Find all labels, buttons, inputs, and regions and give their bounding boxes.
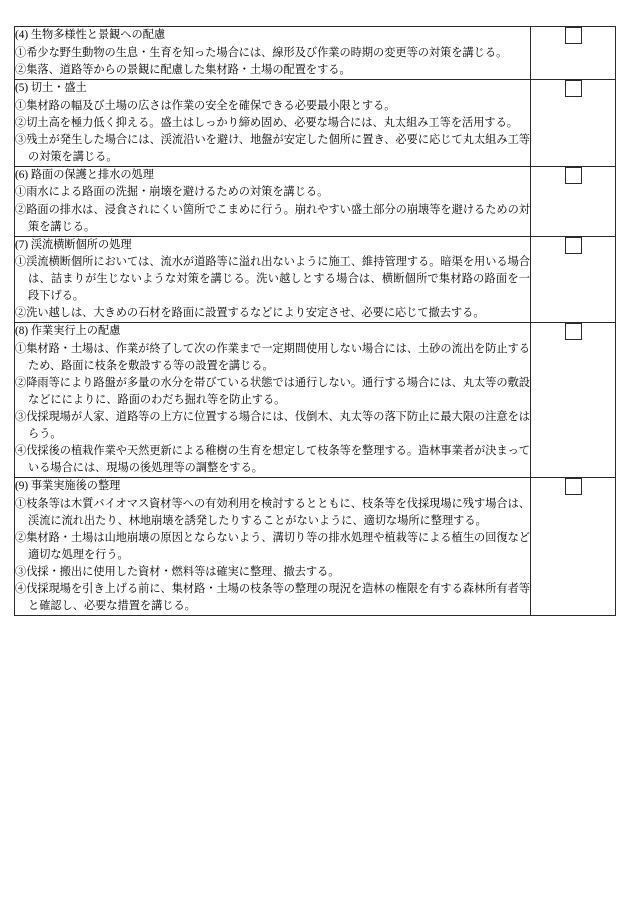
section-item: ②集材路・土場は山地崩壊の原因とならないよう、溝切り等の排水処理や植栽等による植生の回復など適切な処理を行う。 <box>15 532 530 562</box>
section-content-cell <box>15 478 531 616</box>
section-item: ②切土高を極力低く抑える。盛土はしっかり締め固め、必要な場合には、丸太組み工等を活用する。 <box>15 116 518 129</box>
table-row <box>15 27 616 80</box>
section-item: ③伐採・搬出に使用した資材・燃料等は確実に整理、撤去する。 <box>15 566 340 579</box>
section-item: ①希少な野生動物の生息・生育を知った場合には、線形及び作業の時期の変更等の対策を講じる。 <box>15 46 508 59</box>
checkbox-cell[interactable] <box>531 236 616 323</box>
section-content-cell <box>15 79 531 166</box>
section-item: ②路面の排水は、浸食されにくい箇所でこまめに行う。崩れやすい盛土部分の崩壊等を避けるための対策を講じる。 <box>15 203 530 233</box>
section-content-cell <box>15 166 531 236</box>
empty-checkbox-icon[interactable] <box>565 167 582 184</box>
section-title: (8) 作業実行上の配慮 <box>15 325 121 338</box>
section-title: (5) 切土・盛土 <box>15 81 87 94</box>
section-item: ①集材路・土場は、作業が終了して次の作業まで一定期間使用しない場合には、土砂の流出を防止するため、路面に枝条を敷設する等の設置を講じる。 <box>15 343 530 373</box>
checklist-table <box>14 26 616 616</box>
section-item: ③残土が発生した場合には、渓流沿いを避け、地盤が安定した個所に置き、必要に応じて丸太組み工等の対策を講じる。 <box>15 133 530 163</box>
section-item: ②集落、道路等からの景観に配慮した集材路・土場の配置をする。 <box>15 63 351 76</box>
table-row <box>15 236 616 323</box>
section-item: ①雨水による路面の洗掘・崩壊を避けるための対策を講じる。 <box>15 186 329 199</box>
section-item: ②降雨等により路盤が多量の水分を帯びている状態では通行しない。通行する場合には、丸太等の敷設などにによりに、路面のわだち掘れ等を防止する。 <box>15 377 530 407</box>
section-item: ④伐採現場を引き上げる前に、集材路・土場の枝条等の整理の現況を造林の権限を有する森林所有者等と確認し、必要な措置を講じる。 <box>15 583 530 613</box>
empty-checkbox-icon[interactable] <box>565 80 582 97</box>
checkbox-cell[interactable] <box>531 478 616 616</box>
section-content-cell <box>15 236 531 323</box>
section-item: ③伐採現場が人家、道路等の上方に位置する場合には、伐倒木、丸太等の落下防止に最大限の注意をはらう。 <box>15 411 530 441</box>
section-item: ④伐採後の植栽作業や天然更新による稚樹の生育を想定して枝条等を整理する。造林事業者が決まっている場合には、現場の後処理等の調整をする。 <box>15 445 530 475</box>
checkbox-cell[interactable] <box>531 27 616 80</box>
section-content-cell <box>15 27 531 80</box>
empty-checkbox-icon[interactable] <box>565 323 582 340</box>
section-title: (9) 事業実施後の整理 <box>15 480 121 493</box>
section-title: (6) 路面の保護と排水の処理 <box>15 168 154 181</box>
section-content-cell <box>15 323 531 478</box>
section-item: ②洗い越しは、大きめの石材を路面に設置するなどにより安定させ、必要に応じて撤去する。 <box>15 307 485 320</box>
checkbox-cell[interactable] <box>531 79 616 166</box>
empty-checkbox-icon[interactable] <box>565 237 582 254</box>
section-title: (7) 渓流横断個所の処理 <box>15 238 132 251</box>
empty-checkbox-icon[interactable] <box>565 27 582 44</box>
table-row <box>15 478 616 616</box>
empty-checkbox-icon[interactable] <box>565 478 582 495</box>
table-row <box>15 166 616 236</box>
section-item: ①渓流横断個所においては、流水が道路等に溢れ出ないように施工、維持管理する。暗渠を用いる場合は、詰まりが生じないような対策を講じる。洗い越しとする場合は、横断個所で集材路の路面を一段下げる。 <box>15 256 530 303</box>
checkbox-cell[interactable] <box>531 166 616 236</box>
table-row <box>15 79 616 166</box>
checkbox-cell[interactable] <box>531 323 616 478</box>
section-title: (4) 生物多様性と景観への配慮 <box>15 29 166 41</box>
section-item: ①枝条等は木質バイオマス資材等への有効利用を検討するとともに、枝条等を伐採現場に残す場合は、渓流に流れ出たり、林地崩壊を誘発したりすることがないように、適切な場所に整理する。 <box>15 498 530 528</box>
section-item: ①集材路の幅及び土場の広さは作業の安全を確保できる必要最小限とする。 <box>15 99 396 112</box>
table-row <box>15 323 616 478</box>
